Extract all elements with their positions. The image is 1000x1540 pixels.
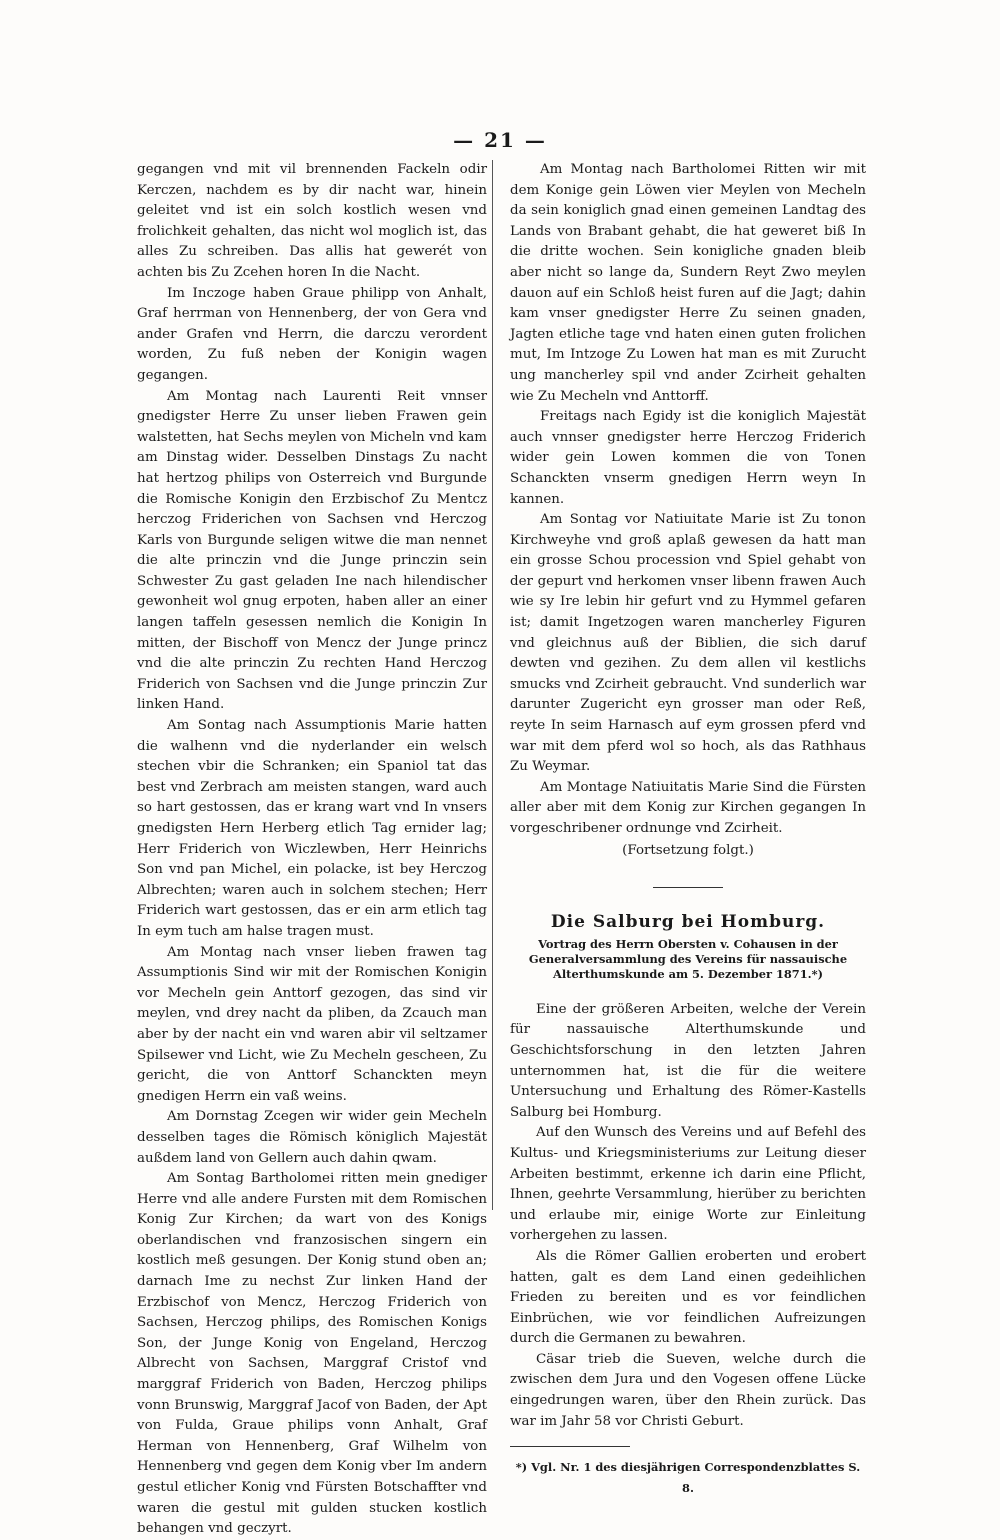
paragraph: Am Sontag Bartholomei ritten mein gnediger Herre vnd alle andere Fursten mit dem Romischen Konig Zur Kirchen; da wart von des Konigs oberlandischen vnd franzosischen singern ein kostlich meß gesungen. Der Konig stund oben an; darnach Ime zu nechst Zur linken Hand der Erzbischof von Mencz, Herczog Friderich von Sachsen, Herczog philips, des Romischen Konigs Son, der Junge Konig von Engeland, Herczog Albrecht von Sachsen, Marggraf Cristof vnd marggraf Friderich von Baden, Herczog philips vonn Brunswig, Marggraf Jacof von Baden, der Apt von Fulda, Graue philips vonn Anhalt, Graf Herman von Hennenberg, Graf Wilhelm von Hennenberg vnd gegen dem Konig vber Im andern gestul etlicher Konig vnd Fürsten Botschaffter vnd waren die gestul mit gulden stucken kostlich behangen vnd geczyrt.	[137, 1171, 487, 1537]
article-subtitle: Vortrag des Herrn Obersten v. Cohausen in der Generalversammlung des Vereins für nassauische Alterthumskunde am 5. Dezember 1871.*)	[528, 936, 848, 981]
article-body	[510, 1000, 866, 1432]
continuation-note: (Fortsetzung folgt.)	[622, 842, 754, 858]
paragraph: Am Montag nach Bartholomei Ritten wir mit dem Konige gein Löwen vier Meylen von Mecheln da sein koniglich gnad einen gemeinen Landtag des Lands von Brabant gehabt, die hat geweret biß In die dritte wochen. Sein konigliche gnaden bleib aber nicht so lange da, Sundern Reyt Zwo meylen dauon auf ein Schloß heist furen auf die Jagt; dahin kam vnser gnedigster Herre Zu seinen gnaden, Jagten etliche tage vnd haten einen guten frolichen mut, Im Intzoge Zu Lowen hat man es mit Zurucht ung mancherley spil vnd ander Zcirheit gehalten wie Zu Mecheln vnd Anttorff.	[510, 162, 866, 404]
paragraph: Am Dornstag Zcegen wir wider gein Mecheln desselben tages die Römisch königlich Majestät außdem land von Gellern auch dahin qwam.	[137, 1109, 487, 1166]
page-number: — 21 —	[453, 128, 547, 152]
left-column	[137, 160, 487, 1540]
paragraph: Cäsar trieb die Sueven, welche durch die zwischen dem Jura und den Vogesen offene Lücke eingedrungen waren, über den Rhein zurück. Das war im Jahr 58 vor Christi Geburt.	[510, 1351, 866, 1429]
paragraph: Am Montage Natiuitatis Marie Sind die Fürsten aller aber mit dem Konig zur Kirchen gegangen In vorgeschribener ordnunge vnd Zcirheit.	[510, 779, 866, 836]
right-column	[510, 160, 866, 1498]
paragraph: gegangen vnd mit vil brennenden Fackeln odir Kerczen, nachdem es by dir nacht war, hinein geleitet vnd ist ein solch kostlich wesen vnd frolichkeit gehalten, das nicht wol moglich ist, das alles Zu schreiben. Das allis hat gewerét von achten bis Zu Zcehen horen In die Nacht.	[137, 162, 487, 280]
footnote-divider	[510, 1446, 630, 1447]
paragraph: Als die Römer Gallien eroberten und erobert hatten, galt es dem Land einen gedeihlichen Frieden zu bereiten und es vor feindlichen Einbrüchen, wie vor feindlichen Aufreizungen durch die Germanen zu bewahren.	[510, 1248, 866, 1347]
paragraph: Auf den Wunsch des Vereins und auf Befehl des Kultus- und Kriegsministeriums zur Leitung dieser Arbeiten bestimmt, erkenne ich darin eine Pflicht, Ihnen, geehrte Versammlung, hierüber zu berichten und erlaube mir, einige Worte zur Einleitung vorhergehen zu lassen.	[510, 1125, 866, 1244]
paragraph: Am Sontag vor Natiuitate Marie ist Zu tonon Kirchweyhe vnd groß aplaß gewesen da hatt man ein grosse Schou procession vnd Spiel gehabt von der gepurt vnd herkomen vnser libenn frawen Auch wie sy Ire lebin hir gefurt vnd zu Hymmel gefaren ist; damit Ingetzogen waren mancherley Figuren vnd gleichnus auß der Biblien, die sich daruf dewten vnd gezihen. Zu dem allen vil kestlichs smucks vnd Zcirheit gebraucht. Vnd sunderlich war darunter Zugericht eyn grosser man oder Reß, reyte In seim Harnasch auf eym grossen pferd vnd war mit dem pferd wol so hoch, als das Rathhaus Zu Weymar.	[510, 512, 866, 775]
paragraph: Im Inczoge haben Graue philipp von Anhalt, Graf herrman von Hennenberg, der von Gera vnd ander Grafen vnd Herrn, die darczu verordent worden, Zu fuß neben der Konigin wagen gegangen.	[137, 285, 487, 383]
column-divider	[492, 160, 493, 1210]
paragraph: Freitags nach Egidy ist die koniglich Majestät auch vnnser gnedigster herre Herczog Friderich wider gein Lowen kommen die von Tonen Schanckten vnserm gnedigen Herrn weyn In kannen.	[510, 409, 866, 507]
paragraph: Eine der größeren Arbeiten, welche der Verein für nassauische Alterthumskunde und Geschichtsforschung in den letzten Jahren unternommen hat, ist die für die weitere Untersuchung und Erhaltung des Römer-Kastells Salburg bei Homburg.	[510, 1001, 866, 1120]
paragraph: Am Sontag nach Assumptionis Marie hatten die walhenn vnd die nyderlander ein welsch stechen vbir die Schranken; ein Spaniol tat das best vnd Zerbrach am meisten stangen, ward auch so hart gestossen, das er krang wart vnd In vnsers gnedigsten Hern Herberg etlich Tag ernider lag; Herr Friderich von Wiczlewben, Herr Heinrichs Son vnd pan Michel, ein polacke, ist bey Herczog Albrechten; waren auch in solchem stechen; Herr Friderich wart gestossen, das er ein arm etlich tag In eym tuch am halse tragen must.	[137, 718, 487, 939]
paragraph: Am Montag nach vnser lieben frawen tag Assumptionis Sind wir mit der Romischen Konigin vor Mecheln gein Anttorf gezogen, das sind vir meylen, vnd drey nacht da pliben, da Zcauch man aber by der nacht ein vnd waren abir vil seltzamer Spilsewer vnd Licht, wie Zu Mecheln gescheen, Zu gericht, die von Anttorf Schanckten meyn gnedigen Herrn ein vaß weins.	[137, 944, 487, 1104]
footnote: *) Vgl. Nr. 1 des diesjährigen Correspondenzblattes S. 8.	[515, 1460, 861, 1495]
section-divider	[653, 887, 723, 888]
article-title: Die Salburg bei Homburg.	[550, 912, 826, 933]
paragraph: Am Montag nach Laurenti Reit vnnser gnedigster Herre Zu unser lieben Frawen gein walstetten, hat Sechs meylen von Micheln vnd kam am Dinstag wider. Desselben Dinstags Zu nacht hat hertzog philips von Osterreich vnd Burgunde die Romische Konigin den Erzbischof Zu Mentcz herczog Friderichen von Sachsen vnd Herczog Karls von Burgunde seligen witwe die man nennet die alte princzin vnd die Junge princzin sein Schwester Zu gast geladen Ine nach hilendischer gewonheit wol gnug erpoten, haben aller an einer langen taffeln gesessen nemlich die Konigin In mitten, der Bischoff von Mencz der Junge princz vnd die alte princzin Zu rechten Hand Herczog Friderich von Sachsen vnd die Junge princzin Zur linken Hand.	[137, 388, 487, 713]
